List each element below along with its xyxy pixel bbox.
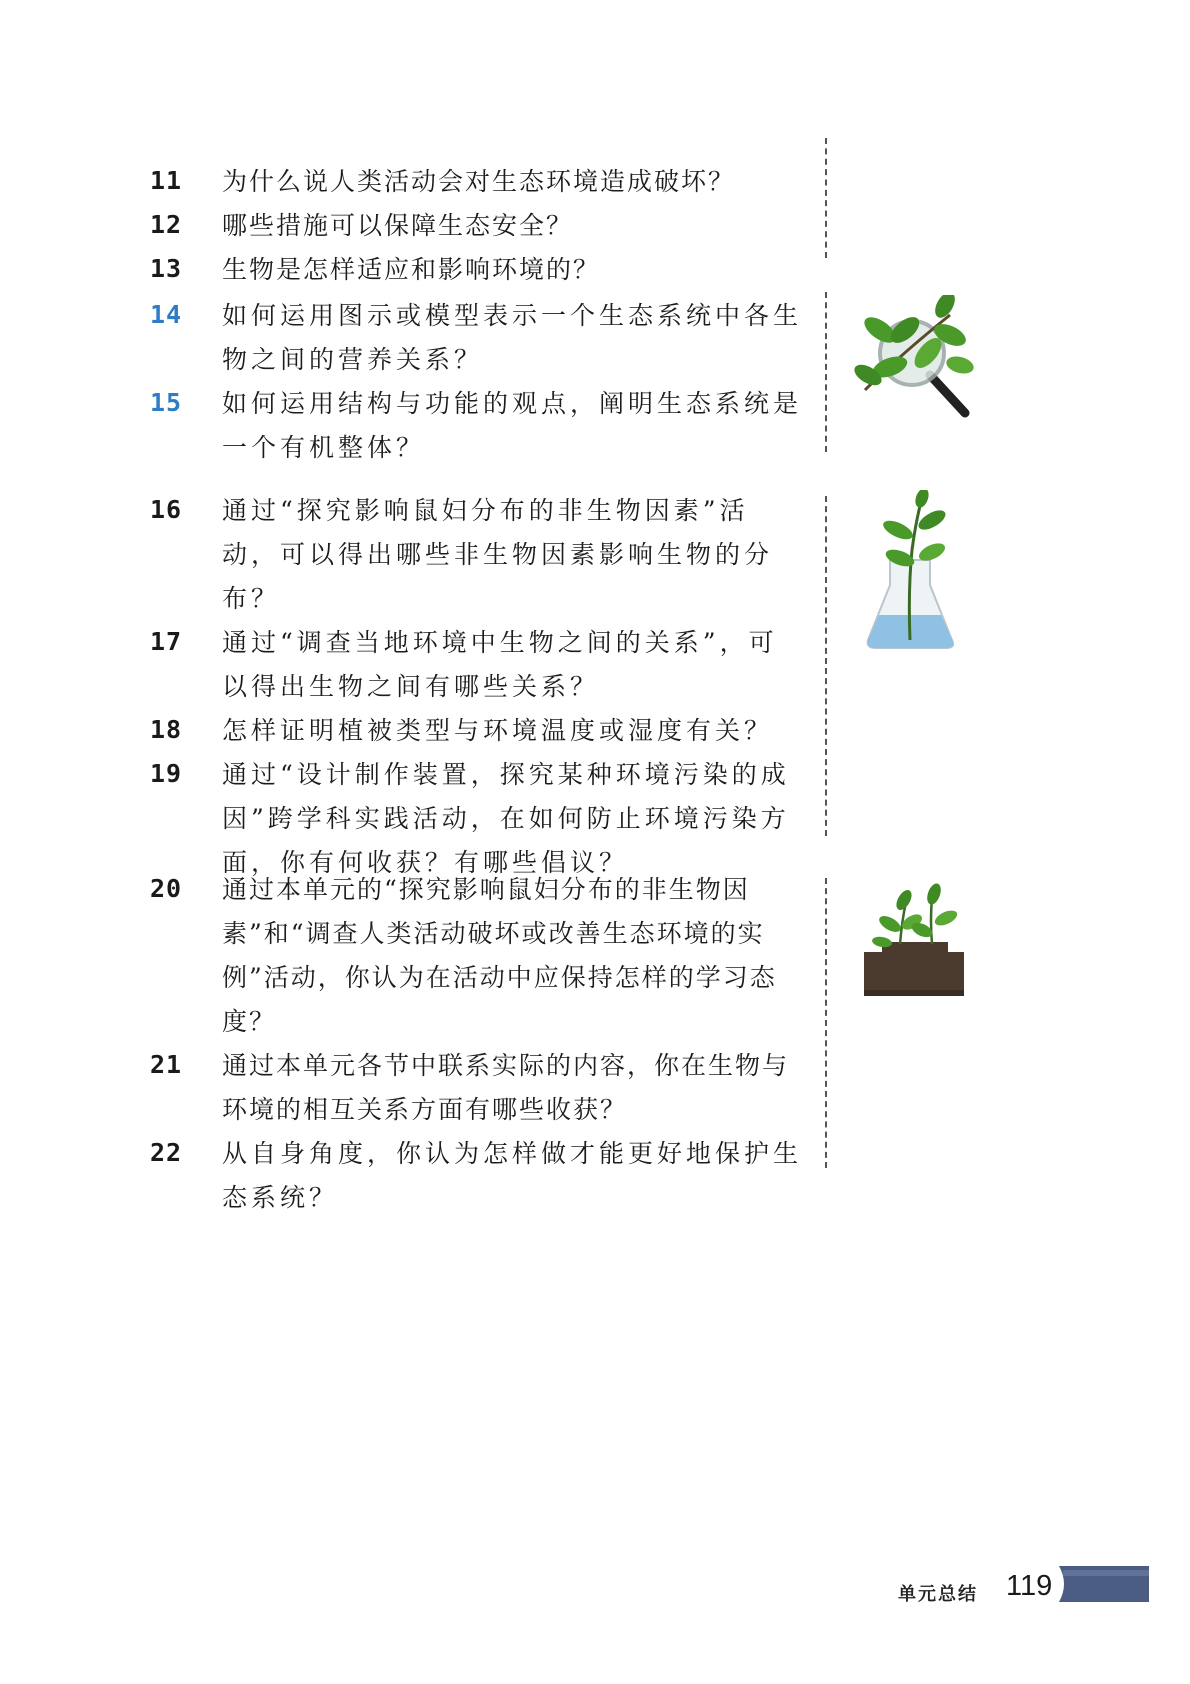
question-text: 如何运用图示或模型表示一个生态系统中各生物之间的营养关系？ bbox=[222, 301, 803, 374]
question-number: 17 bbox=[150, 627, 183, 656]
question-item bbox=[150, 160, 840, 204]
question-item bbox=[150, 204, 840, 248]
dashed-divider bbox=[825, 292, 827, 452]
page-tab-icon bbox=[1055, 1564, 1149, 1604]
soil-seedling-icon bbox=[860, 880, 970, 1000]
question-number: 11 bbox=[150, 166, 183, 195]
question-group-4 bbox=[150, 868, 840, 1220]
question-text: 如何运用结构与功能的观点，阐明生态系统是一个有机整体？ bbox=[222, 389, 803, 462]
question-text: 通过本单元各节中联系实际的内容，你在生物与环境的相互关系方面有哪些收获？ bbox=[222, 1051, 790, 1124]
question-number: 14 bbox=[150, 300, 183, 329]
question-item bbox=[150, 868, 840, 1044]
question-text: 为什么说人类活动会对生态环境造成破坏？ bbox=[222, 167, 736, 196]
question-group-3 bbox=[150, 489, 840, 885]
question-item bbox=[150, 621, 840, 709]
section-label: 单元总结 bbox=[898, 1584, 978, 1605]
dashed-divider bbox=[825, 878, 827, 1168]
question-item bbox=[150, 753, 840, 885]
question-number: 19 bbox=[150, 759, 183, 788]
question-number: 18 bbox=[150, 715, 183, 744]
question-number: 12 bbox=[150, 210, 183, 239]
page-number: 119 bbox=[1006, 1570, 1053, 1602]
question-text: 通过“设计制作装置，探究某种环境污染的成因”跨学科实践活动，在如何防止环境污染方面，你有何收获？有哪些倡议？ bbox=[222, 760, 790, 877]
question-text: 通过“探究影响鼠妇分布的非生物因素”活动，可以得出哪些非生物因素影响生物的分布？ bbox=[222, 496, 774, 613]
dashed-divider bbox=[825, 138, 827, 258]
question-item bbox=[150, 709, 840, 753]
question-number: 15 bbox=[150, 388, 183, 417]
question-text: 从自身角度，你认为怎样做才能更好地保护生态系统？ bbox=[222, 1139, 803, 1212]
question-number: 13 bbox=[150, 254, 183, 283]
question-text: 怎样证明植被类型与环境温度或湿度有关？ bbox=[222, 716, 774, 745]
question-item bbox=[150, 248, 840, 292]
question-item bbox=[150, 382, 840, 470]
question-text: 通过本单元的“探究影响鼠妇分布的非生物因素”和“调查人类活动破坏或改善生态环境的实例”活动，你认为在活动中应保持怎样的学习态度？ bbox=[222, 875, 777, 1036]
question-item bbox=[150, 294, 840, 382]
leaves-magnifier-icon bbox=[850, 295, 980, 425]
question-group-1 bbox=[150, 160, 840, 292]
question-number: 16 bbox=[150, 495, 183, 524]
flask-plant-icon bbox=[860, 490, 970, 650]
question-item bbox=[150, 489, 840, 621]
question-item bbox=[150, 1132, 840, 1220]
question-item bbox=[150, 1044, 840, 1132]
question-number: 22 bbox=[150, 1138, 183, 1167]
question-number: 20 bbox=[150, 874, 183, 903]
question-group-2 bbox=[150, 294, 840, 470]
question-text: 生物是怎样适应和影响环境的？ bbox=[222, 255, 601, 284]
question-text: 哪些措施可以保障生态安全？ bbox=[222, 211, 574, 240]
question-number: 21 bbox=[150, 1050, 183, 1079]
dashed-divider bbox=[825, 496, 827, 836]
question-text: 通过“调查当地环境中生物之间的关系”，可以得出生物之间有哪些关系？ bbox=[222, 628, 778, 701]
